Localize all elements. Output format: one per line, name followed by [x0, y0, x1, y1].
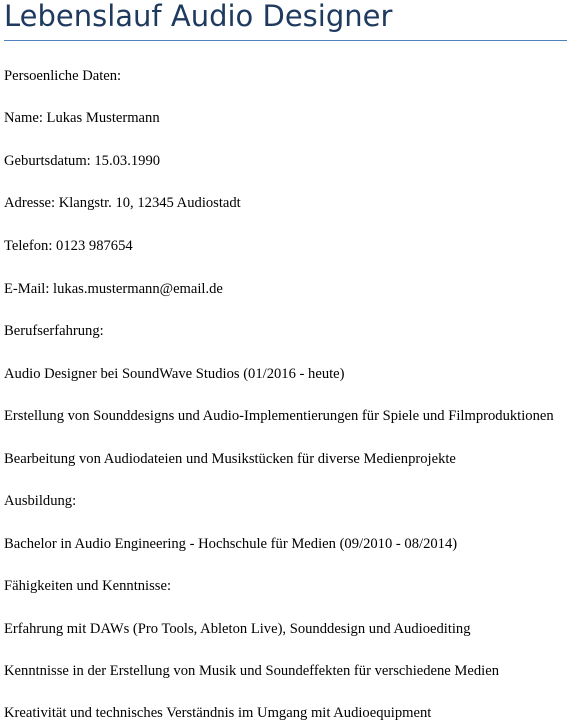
section-heading-education: Ausbildung:: [4, 493, 77, 509]
title-underline: [4, 40, 567, 41]
section-heading-personal: Persoenliche Daten:: [4, 68, 122, 84]
education-degree: Bachelor in Audio Engineering - Hochschule für Medien (09/2010 - 08/2014): [4, 536, 458, 552]
section-heading-experience: Berufserfahrung:: [4, 323, 104, 339]
personal-phone: Telefon: 0123 987654: [4, 238, 133, 254]
personal-birthdate: Geburtsdatum: 15.03.1990: [4, 153, 161, 169]
personal-address: Adresse: Klangstr. 10, 12345 Audiostadt: [4, 195, 241, 211]
personal-name: Name: Lukas Mustermann: [4, 110, 160, 126]
skill-1: Erfahrung mit DAWs (Pro Tools, Ableton Live), Sounddesign und Audioediting: [4, 621, 471, 637]
personal-email: E-Mail: lukas.mustermann@email.de: [4, 281, 223, 297]
experience-detail-1: Erstellung von Sounddesigns und Audio-Implementierungen für Spiele und Filmproduktionen: [4, 408, 554, 424]
experience-position: Audio Designer bei SoundWave Studios (01/2016 - heute): [4, 366, 345, 382]
skill-2: Kenntnisse in der Erstellung von Musik und Soundeffekten für verschiedene Medien: [4, 663, 499, 679]
experience-detail-2: Bearbeitung von Audiodateien und Musikstücken für diverse Medienprojekte: [4, 451, 456, 467]
section-heading-skills: Fähigkeiten und Kenntnisse:: [4, 578, 171, 594]
document-title: Lebenslauf Audio Designer: [4, 0, 393, 33]
skill-3: Kreativität und technisches Verständnis im Umgang mit Audioequipment: [4, 705, 432, 721]
